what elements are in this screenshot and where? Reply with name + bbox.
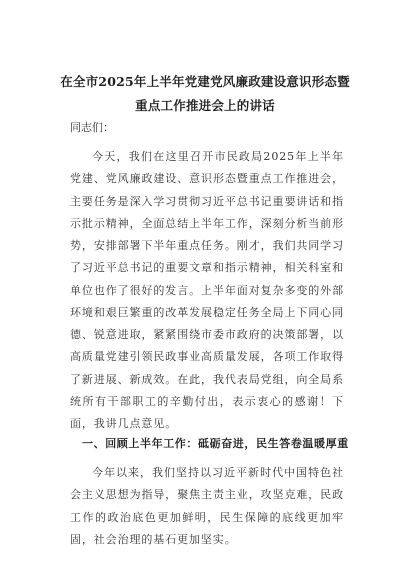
body-paragraph: 今年以来，我们坚持以习近平新时代中国特色社会主义思想为指导，聚焦主责主业，攻坚克难，民政工作的政治底色更加鲜明，民生保障的底线更加牢固，社会治理的基石更加坚实。 [70,466,344,546]
body-paragraph: 今天，我们在这里召开市民政局2025年上半年党建、党风廉政建设、意识形态暨重点工作推进会，主要任务是深入学习贯彻习近平总书记重要讲话和指示批示精神，全面总结上半年工作，深刻分析当前形势，安排部署下半年重点任务。刚才，我们共同学习了习近平总书记的重要文章和指示精神，相关科室和单位也作了很好的发言。上半年面对复杂多变的外部环境和艰巨繁重的改革发展稳定任务全局上下同心同德、锐意进取，紧紧围绕市委市政府的决策部署，以高质量党建引领民政事业高质量发展，各项工作取得了新进展、新成效。在此，我代表局党组，向全局系统所有干部职工的辛勤付出，表示衷心的感谢！下面，我讲几点意见。 [70,150,344,430]
salutation: 同志们： [70,121,114,134]
section-heading: 一、回顾上半年工作：砥砺奋进，民生答卷温暖厚重 [82,437,349,450]
document-title: 在全市2025年上半年党建党风廉政建设意识形态暨重点工作推进会上的讲话 [60,74,350,113]
